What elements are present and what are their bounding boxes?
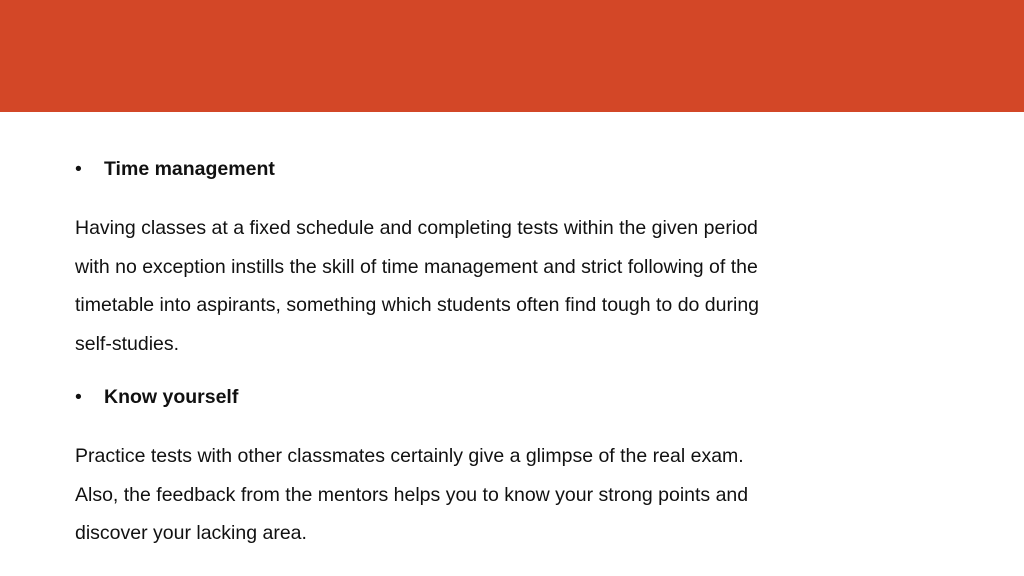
bullet-icon: • xyxy=(75,158,82,180)
section-heading-time-management xyxy=(75,154,845,184)
paragraph-line: Also, the feedback from the mentors helps you to know your strong points and xyxy=(75,483,749,506)
header-band xyxy=(0,0,1024,112)
paragraph-line: with no exception instills the skill of time management and strict following of the xyxy=(75,255,758,278)
bullet-icon: • xyxy=(75,386,82,408)
section-heading-know-yourself xyxy=(75,382,845,412)
heading-text: Know yourself xyxy=(104,386,239,408)
paragraph-know-yourself xyxy=(75,437,845,553)
paragraph-time-management xyxy=(75,209,845,363)
paragraph-line: discover your lacking area. xyxy=(75,522,307,544)
paragraph-line: timetable into aspirants, something which students often find tough to do during xyxy=(75,294,760,316)
heading-text: Time management xyxy=(104,158,275,180)
slide-content xyxy=(75,154,845,553)
paragraph-line: self-studies. xyxy=(75,332,180,355)
paragraph-line: Having classes at a fixed schedule and completing tests within the given period xyxy=(75,217,758,239)
paragraph-line: Practice tests with other classmates certainly give a glimpse of the real exam. xyxy=(75,445,744,467)
